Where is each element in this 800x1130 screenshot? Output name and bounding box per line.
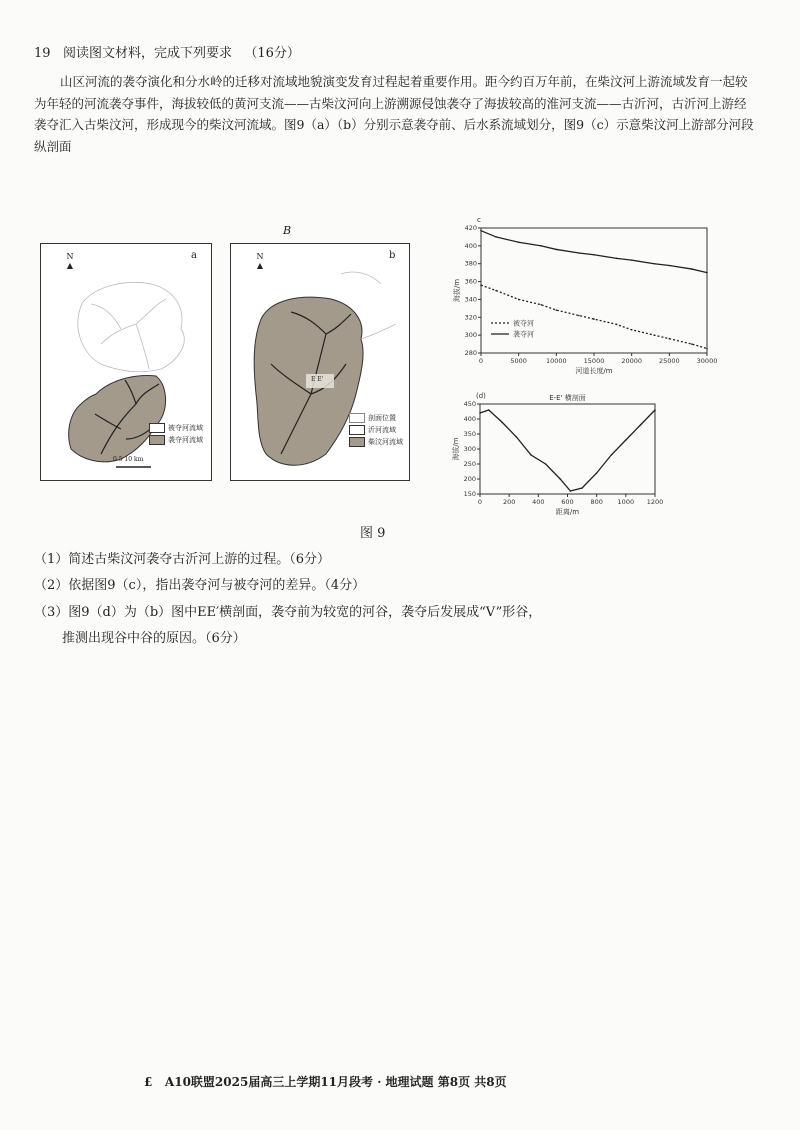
footer-text: A10联盟2025届高三上学期11月段考 · 地理试题 第8页 共8页 [164,1075,507,1089]
data-point [653,263,655,265]
data-point [631,259,633,261]
legend-label: 剖面位置 [368,414,396,422]
y-tick-label: 350 [463,430,476,438]
data-point [631,329,633,331]
x-tick-label: 200 [502,498,516,506]
data-point [556,309,558,311]
question-2: （2）依据图9（c），指出袭夺河与被夺河的差异。（4分） [34,578,366,593]
x-tick-label: 10000 [545,357,567,365]
chart-title: E-E' 横剖面 [549,394,586,402]
x-axis-label: 河道长度/m [575,367,613,375]
data-point [593,318,595,320]
y-tick-label: 360 [464,277,477,286]
data-point [653,334,655,336]
series-line-E-E' [480,410,655,491]
data-point [530,454,532,456]
y-tick-label: 150 [463,490,476,498]
legend-label: 被夺河 [513,319,534,328]
data-point [706,348,708,350]
data-point [610,454,612,456]
map-a-north-icon: N ▲ [66,252,74,270]
question-number: 19 [34,46,51,61]
data-point [495,236,497,238]
plot-frame [480,404,655,494]
y-tick-label: 420 [464,224,477,232]
x-tick-label: 15000 [583,357,605,365]
data-point [616,258,618,260]
legend-swatch [349,413,365,423]
data-point [616,324,618,326]
y-tick-label: 300 [464,331,477,340]
map-b [230,243,410,481]
legend-label: 袭夺河流域 [168,436,203,444]
data-point [556,249,558,251]
panel-letter-d: (d) [476,392,486,400]
x-tick-label: 20000 [621,357,643,365]
data-point [480,284,482,286]
question-title: 阅读图文材料，完成下列要求 [62,46,232,61]
x-tick-label: 800 [590,498,603,506]
footer-mark: £ [144,1075,153,1089]
map-a-scale: 0 5 10 km [113,456,144,463]
x-tick-label: 30000 [696,357,718,365]
x-tick-label: 0 [477,498,483,506]
figure-top-label: B [283,224,292,237]
map-b-letter: b [389,250,396,261]
legend-item [349,412,403,424]
question-1: （1）简述古柴汶河袭夺古沂河上游的过程。（6分） [34,552,331,567]
y-tick-label: 400 [463,415,476,423]
figure-caption: 图 9 [360,526,386,541]
map-a-legend [149,422,203,446]
data-point [578,315,580,317]
x-tick-label: 1200 [646,498,664,506]
y-tick-label: 340 [464,295,477,304]
data-point [691,343,693,345]
legend-item [149,434,203,446]
y-axis-label: 海拔/m [452,437,460,461]
map-b-north-icon: N ▲ [256,252,264,270]
legend-swatch [349,425,365,435]
x-tick-label: 0 [478,357,484,365]
data-point [581,487,583,489]
map-b-legend [349,412,403,448]
panel-letter-c: c [477,216,481,224]
page-footer [144,1073,507,1090]
series-line-被夺河 [481,285,707,348]
x-tick-label: 1000 [617,498,635,506]
map-a-letter: a [191,250,197,261]
legend-swatch [149,423,165,433]
data-point [578,252,580,254]
legend-swatch [349,437,365,447]
legend-label: 沂河流域 [368,426,396,434]
x-tick-label: 5000 [510,357,527,365]
legend-label: 被夺河流域 [168,424,203,432]
data-point [669,265,671,267]
data-point [540,245,542,247]
data-point [559,478,561,480]
map-b-section-label: E E' [311,376,324,383]
legend-item [149,422,203,434]
y-tick-label: 250 [463,460,476,468]
legend-swatch [149,435,165,445]
data-point [540,304,542,306]
data-point [518,241,520,243]
data-point [669,338,671,340]
y-tick-label: 320 [464,313,477,322]
data-point [518,299,520,301]
y-tick-label: 450 [463,400,476,408]
y-axis-label: 海拔/m [453,278,461,303]
data-point [593,254,595,256]
x-tick-label: 25000 [658,357,680,365]
data-point [545,463,547,465]
map-a-north-label: N [66,252,74,261]
data-point [495,290,497,292]
question-heading [34,43,300,65]
y-tick-label: 280 [464,349,477,357]
y-tick-label: 300 [463,445,476,453]
legend-item [349,424,403,436]
series-line-袭夺河 [481,231,707,273]
y-tick-label: 200 [463,475,476,483]
data-point [480,230,482,232]
data-point [479,412,481,414]
data-point [640,424,642,426]
data-point [706,272,708,274]
data-point [691,268,693,270]
legend-item [349,436,403,448]
x-axis-label: 距离/m [555,508,580,516]
data-point [596,472,598,474]
y-tick-label: 380 [464,259,477,268]
data-point [516,436,518,438]
y-tick-label: 400 [464,241,477,250]
data-point [654,409,656,411]
question-3: （3）图9（d）为（b）图中EE′横剖面，袭夺前为较宽的河谷，袭夺后发展成“V”形谷， [34,605,542,620]
legend-label: 柴汶河流域 [368,438,403,446]
chart-d [440,388,670,528]
map-b-north-label: N [256,252,264,261]
data-point [501,421,503,423]
material-paragraph: 山区河流的袭夺演化和分水岭的迁移对流域地貌演变发育过程起着重要作用。距今约百万年前，在柴汶河上游流域发育一起较为年轻的河流袭夺事件，海拔较低的黄河支流——古柴汶河向上游溯源侵蚀袭夺了海拔较高的淮河支流——古沂河，古沂河上游经袭夺汇入古柴汶河，形成现今的柴汶河流域。图9（a）（b）分别示意袭夺前、后水系流域划分，图9（c）示意柴汶河上游部分河段纵剖面 [34,74,754,154]
chart-c [445,210,720,385]
data-point [488,409,490,411]
question-3-cont: 推测出现谷中谷的原因。（6分） [62,631,246,646]
legend-label: 袭夺河 [513,330,534,339]
data-point [570,490,572,492]
x-tick-label: 400 [532,498,545,506]
data-point [625,439,627,441]
map-a [40,243,212,481]
question-score: （16分） [244,46,300,61]
x-tick-label: 600 [561,498,574,506]
